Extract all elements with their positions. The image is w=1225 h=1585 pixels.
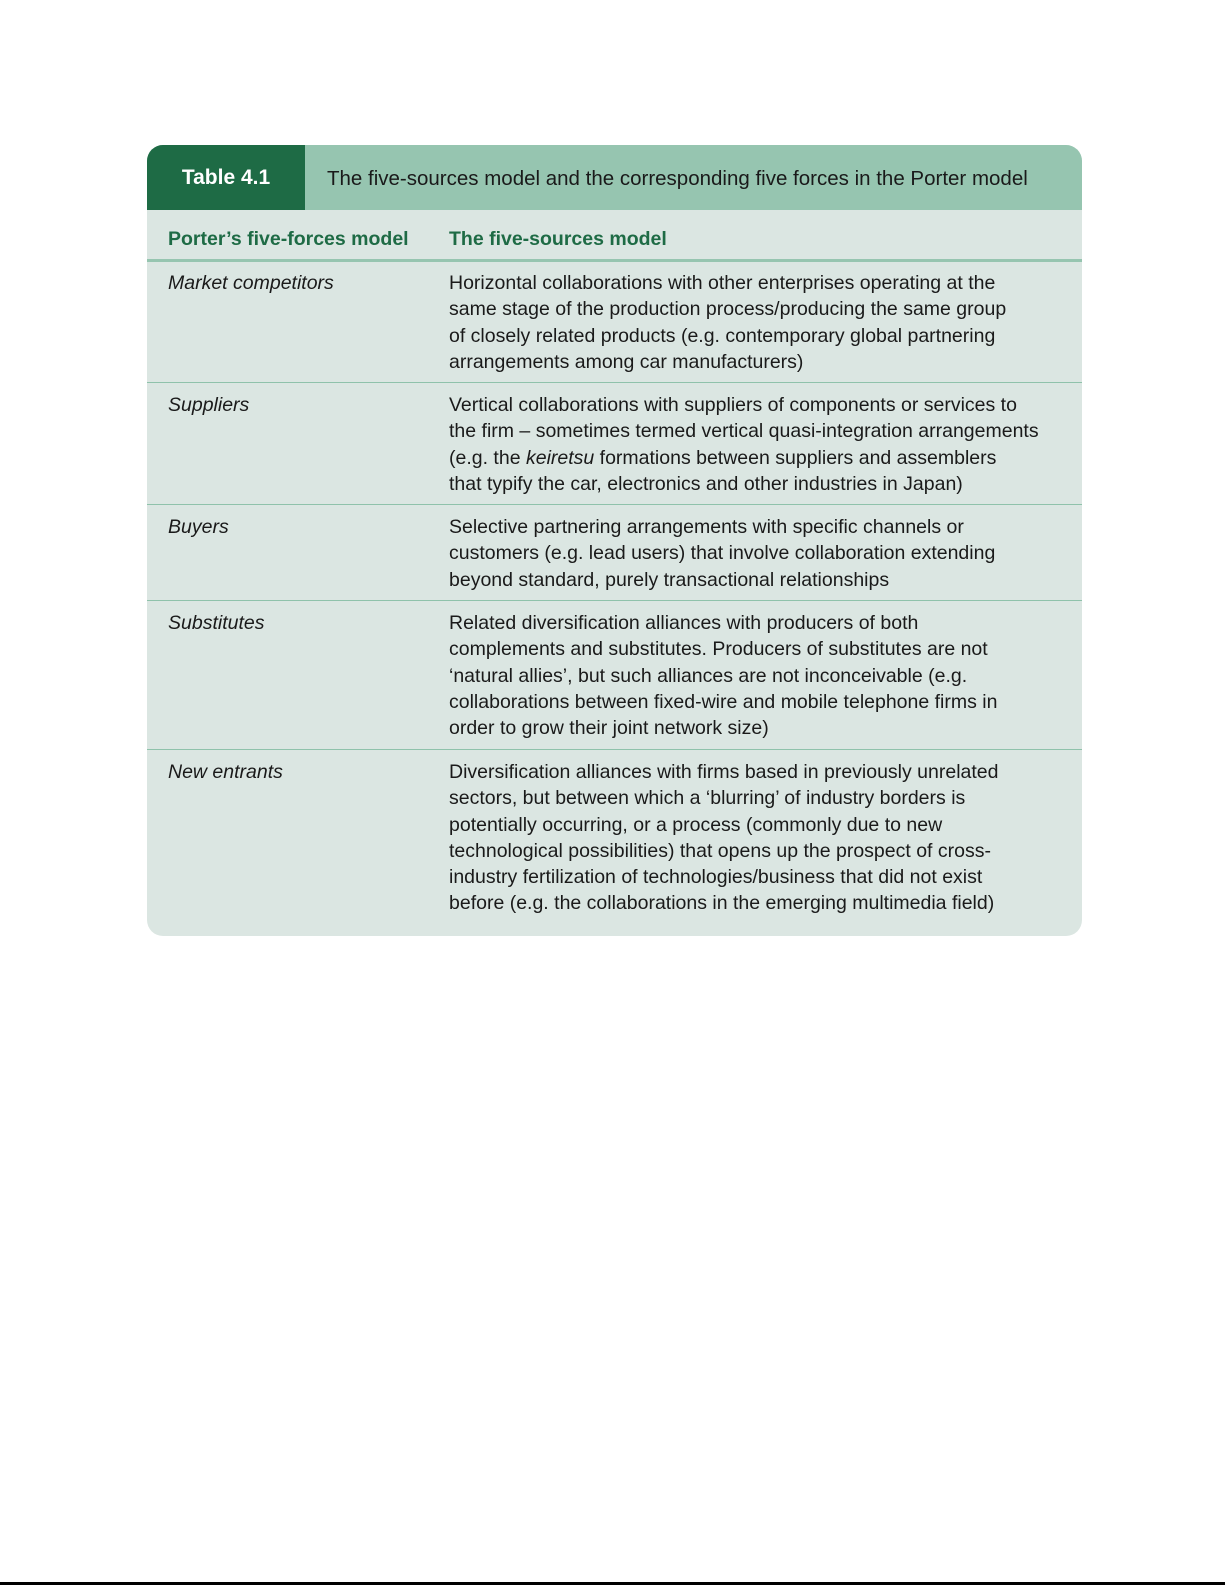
row-divider xyxy=(147,504,1082,505)
desc-line: Related diversification alliances with producers of both xyxy=(449,612,919,634)
desc-line: of closely related products (e.g. contemporary global partnering xyxy=(449,324,996,347)
desc-line: Selective partnering arrangements with specific channels or xyxy=(449,516,964,538)
desc-line: ‘natural allies’, but such alliances are not inconceivable (e.g. xyxy=(449,664,968,687)
desc-line: collaborations between fixed-wire and mobile telephone firms in xyxy=(449,690,998,713)
table-number: Table 4.1 xyxy=(147,145,305,210)
row-desc-suppliers xyxy=(449,392,1069,497)
header-divider xyxy=(147,259,1082,262)
row-force-new-entrants: New entrants xyxy=(168,761,283,783)
table-caption xyxy=(147,145,1082,210)
desc-line: technological possibilities) that opens up the prospect of cross- xyxy=(449,839,991,862)
row-force-suppliers: Suppliers xyxy=(168,394,250,416)
table-4-1 xyxy=(147,145,1082,936)
row-desc-new-entrants xyxy=(449,759,1069,917)
table-title: The five-sources model and the corresponding five forces in the Porter model xyxy=(327,167,1028,190)
desc-line xyxy=(449,445,1069,471)
row-desc-substitutes xyxy=(449,610,1069,741)
row-divider xyxy=(147,382,1082,383)
desc-line: Vertical collaborations with suppliers of components or services to xyxy=(449,394,1017,416)
desc-line: order to grow their joint network size) xyxy=(449,717,769,740)
keiretsu-term: keiretsu xyxy=(525,446,595,469)
desc-line: same stage of the production process/producing the same group xyxy=(449,298,1007,321)
desc-line: that typify the car, electronics and other industries in Japan) xyxy=(449,472,963,495)
desc-line: sectors, but between which a ‘blurring’ of industry borders is xyxy=(449,787,966,810)
desc-line: customers (e.g. lead users) that involve collaboration extending xyxy=(449,542,996,565)
desc-text: formations between suppliers and assemblers xyxy=(594,446,997,469)
row-force-buyers: Buyers xyxy=(168,516,229,538)
desc-line: beyond standard, purely transactional relationships xyxy=(449,568,890,591)
desc-text: (e.g. the xyxy=(449,446,526,469)
row-desc-market-competitors xyxy=(449,270,1069,375)
row-force-substitutes: Substitutes xyxy=(168,612,265,634)
column-header-five-sources: The five-sources model xyxy=(449,228,667,250)
desc-line: the firm – sometimes termed vertical quasi-integration arrangements xyxy=(449,420,1039,443)
desc-line: industry fertilization of technologies/business that did not exist xyxy=(449,866,983,889)
row-force-market-competitors: Market competitors xyxy=(168,272,334,294)
desc-line: Horizontal collaborations with other enterprises operating at the xyxy=(449,272,996,294)
row-divider xyxy=(147,600,1082,601)
desc-line: Diversification alliances with firms based in previously unrelated xyxy=(449,761,999,783)
column-header-porter: Porter’s five-forces model xyxy=(168,228,409,250)
desc-line: complements and substitutes. Producers of substitutes are not xyxy=(449,638,988,661)
row-desc-buyers xyxy=(449,514,1069,593)
desc-line: arrangements among car manufacturers) xyxy=(449,350,804,373)
row-divider xyxy=(147,749,1082,750)
desc-line: potentially occurring, or a process (commonly due to new xyxy=(449,813,943,836)
desc-line: before (e.g. the collaborations in the emerging multimedia field) xyxy=(449,892,995,915)
